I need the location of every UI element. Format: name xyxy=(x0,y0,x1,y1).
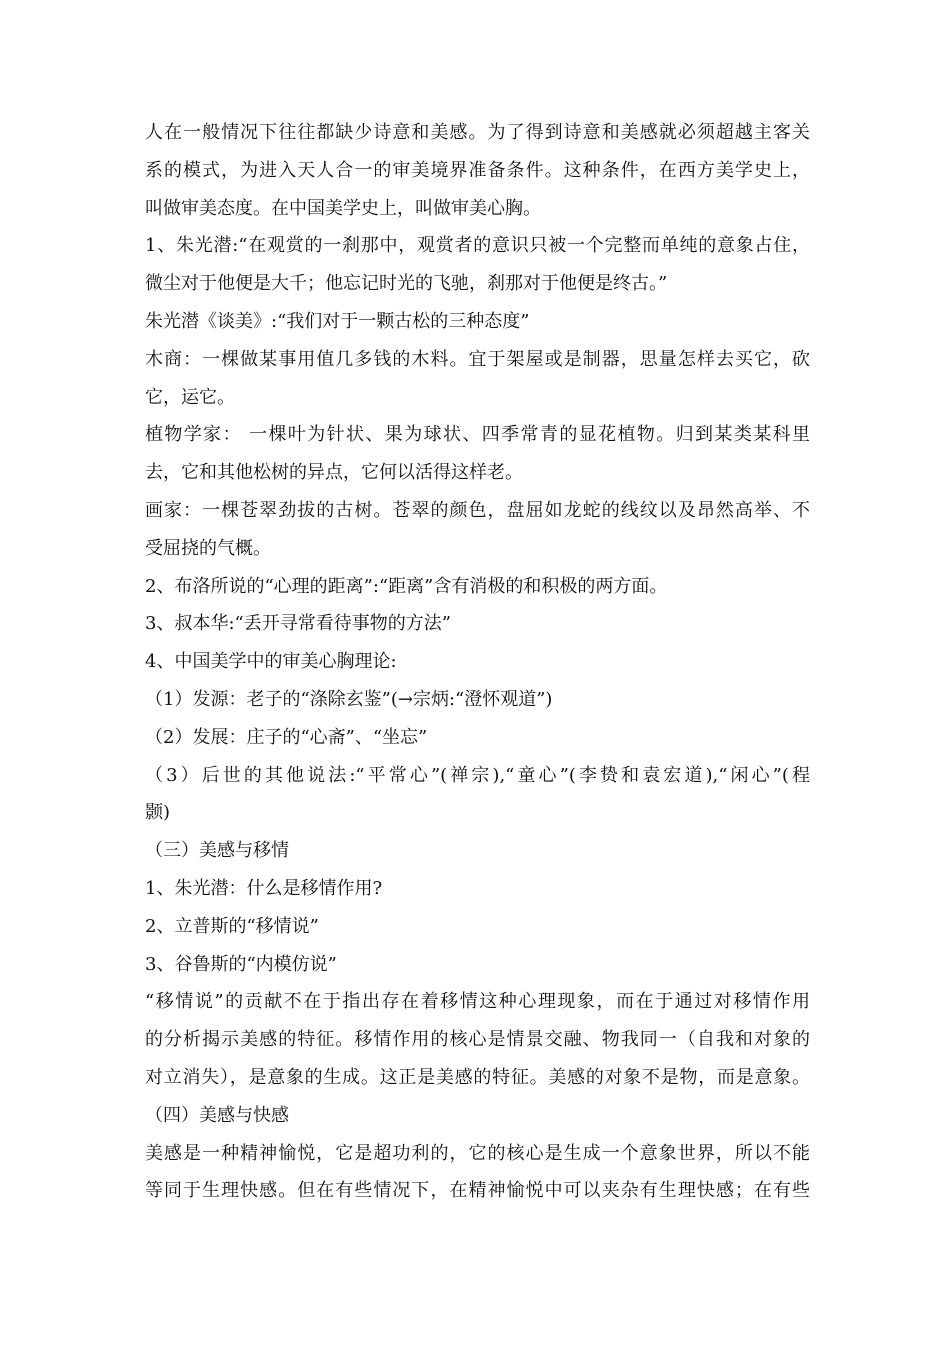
text-line: 去，它和其他松树的异点，它何以活得这样老。 xyxy=(145,462,523,484)
text-line: “移情说”的贡献不在于指出存在着移情这种心理现象，而在于通过对移情作用 xyxy=(145,991,810,1013)
text-line: 人在一般情况下往往都缺少诗意和美感。为了得到诗意和美感就必须超越主客关 xyxy=(145,122,810,143)
text-line: 1、朱光潜:“在观赏的一刹那中，观赏者的意识只被一个完整而单纯的意象占住， xyxy=(145,235,810,257)
text-line: （3）后世的其他说法:“平常心”(禅宗),“童心”(李贽和袁宏道),“闲心”(程 xyxy=(145,764,810,786)
text-line: 受屈挠的气概。 xyxy=(145,537,271,559)
text-line: 颢) xyxy=(145,802,171,824)
text-line: 3、谷鲁斯的“内模仿说” xyxy=(145,953,337,975)
text-line: 2、布洛所说的“心理的距离”:“距离”含有消极的和积极的两方面。 xyxy=(145,575,668,597)
text-line: 系的模式，为进入天人合一的审美境界准备条件。这种条件，在西方美学史上， xyxy=(145,159,810,181)
text-line: 画家：一棵苍翠劲拔的古树。苍翠的颜色，盘屈如龙蛇的线纹以及昂然高举、不 xyxy=(145,499,810,521)
text-line: 4、中国美学中的审美心胸理论: xyxy=(145,651,397,673)
text-line: 2、立普斯的“移情说” xyxy=(145,915,319,937)
text-line: （四）美感与快感 xyxy=(145,1104,289,1126)
text-line: （1）发源：老子的“涤除玄鉴”(→宗炳:“澄怀观道”) xyxy=(145,688,553,710)
text-line: （三）美感与移情 xyxy=(145,840,289,862)
text-line: （2）发展：庄子的“心斋”、“坐忘” xyxy=(145,726,428,748)
text-line: 植物学家： 一棵叶为针状、果为球状、四季常青的显花植物。归到某类某科里 xyxy=(145,424,810,446)
text-line: 等同于生理快感。但在有些情况下，在精神愉悦中可以夹杂有生理快感；在有些 xyxy=(145,1180,810,1202)
text-line: 对立消失），是意象的生成。这正是美感的特征。美感的对象不是物，而是意象。 xyxy=(145,1066,810,1088)
text-line: 3、叔本华:“丢开寻常看待事物的方法” xyxy=(145,613,451,635)
text-line: 美感是一种精神愉悦，它是超功利的，它的核心是生成一个意象世界，所以不能 xyxy=(145,1142,810,1164)
text-line: 它，运它。 xyxy=(145,386,235,408)
text-line: 朱光潜《谈美》:“我们对于一颗古松的三种态度” xyxy=(145,310,530,332)
text-line: 1、朱光潜：什么是移情作用? xyxy=(145,877,383,899)
document-body xyxy=(145,114,810,1210)
text-line: 的分析揭示美感的特征。移情作用的核心是情景交融、物我同一（自我和对象的 xyxy=(145,1029,810,1051)
text-line: 叫做审美态度。在中国美学史上，叫做审美心胸。 xyxy=(145,197,541,219)
text-line: 木商：一棵做某事用值几多钱的木料。宜于架屋或是制器，思量怎样去买它，砍 xyxy=(145,348,810,370)
text-line: 微尘对于他便是大千；他忘记时光的飞驰，刹那对于他便是终古。” xyxy=(145,273,668,295)
